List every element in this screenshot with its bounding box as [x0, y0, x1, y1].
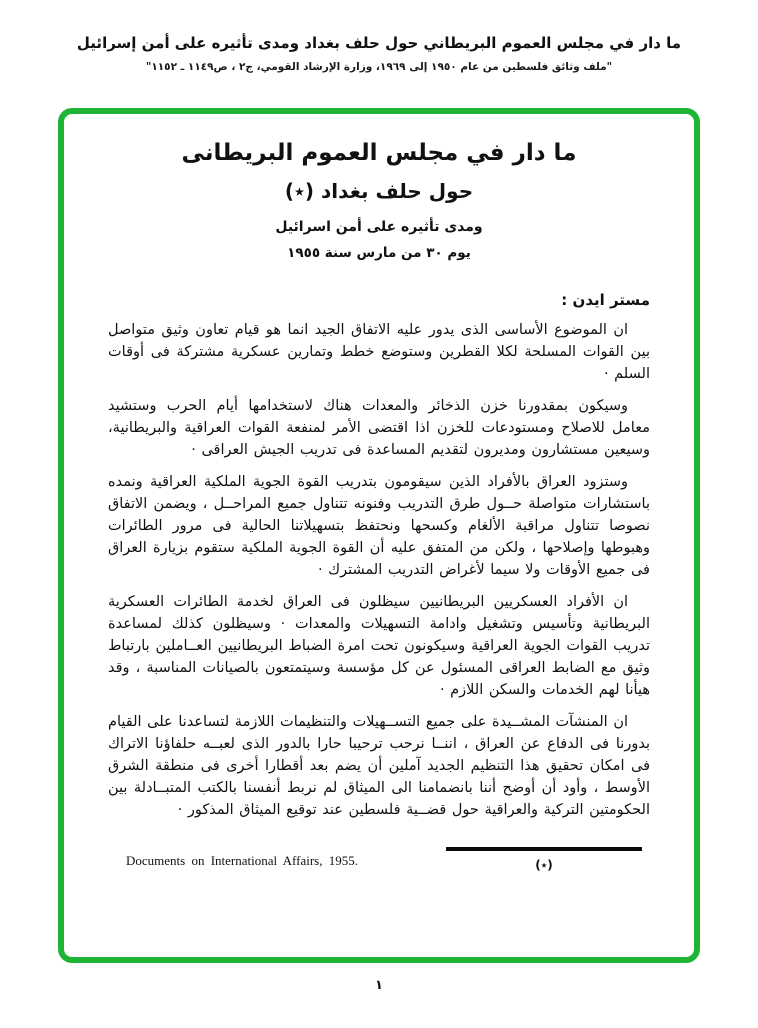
- footnote-marker: (٭): [535, 858, 553, 872]
- page-number: ١: [375, 978, 383, 993]
- page-header: [0, 0, 758, 73]
- doc-title-line1: ما دار في مجلس العموم البريطانى: [181, 140, 577, 166]
- document-body: [108, 319, 650, 821]
- paragraph: ان المنشآت المشــيدة على جميع التســهيلات والتنظيمات اللازمة لتساعدنا على القيام بدورنا فى الدفاع عن العراق ، اننــا نرحب ترحيبا حارا بالدور الذى لعبــه حلفاؤنا الاتراك فى امكان تحقيق هذا التنظيم الجديد آملين أن يضم بعد أقطارا أخرى فى منطقة الشرق الأوسط ، وأود أن أوضح أننا بانضمامنا الى الميثاق لم نربط أنفسنا بالكتب المتبــادلة بين الحكومتين التركية والعراقية حول قضــية فلسطين عند توقيع الميثاق المذكور ·: [108, 714, 650, 818]
- footnote-rule: [446, 847, 642, 851]
- paragraph: وسيكون بمقدورنا خزن الذخائر والمعدات هناك لاستخدامها أيام الحرب وستشيد معامل للاصلاح ومستودعات للخزن اذا اقتضى الأمر لمنفعة القوات العراقية والبريطانية، وسيعين مستشارون ومديرون لتقديم المساعدة فى تدريب الجيش العراقى ·: [108, 398, 650, 458]
- doc-subtitle: ومدى تأثيره على أمن اسرائيل: [275, 219, 483, 235]
- header-title: ما دار في مجلس العموم البريطاني حول حلف بغداد ومدى تأثيره على أمن إسرائيل: [76, 34, 682, 52]
- speaker-label: مستر ايدن :: [561, 291, 650, 309]
- footnote-marker-block: [446, 847, 642, 872]
- header-source-citation: "ملف وثائق فلسطين من عام ١٩٥٠ إلى ١٩٦٩، وزارة الإرشاد القومي، ج٢ ، ص١١٤٩ ـ ١١٥٢": [145, 61, 613, 73]
- footnote: [108, 847, 650, 872]
- document-frame: [58, 108, 700, 963]
- doc-date-line: يوم ٣٠ من مارس سنة ١٩٥٥: [287, 245, 471, 261]
- paragraph: ان الأفراد العسكريين البريطانيين سيظلون فى العراق لخدمة الطائرات العسكرية البريطانية وتأسيس وتشغيل وادامة التسهيلات والمعدات · وسيظلون كذلك لمساعدة تدريب القوات الجوية العراقية وسيكونون تحت امرة الضباط البريطانيين العــاملين بارتباط وثيق مع الضابط العراقى المسئول عن كل مؤسسة وسيتمتعون بالصيانات المناسبة ، وقد هيأنا لهم الخدمات والسكن اللازم ·: [108, 594, 650, 698]
- paragraph: وستزود العراق بالأفراد الذين سيقومون بتدريب القوة الجوية الملكية العراقية ونمده باستشارات متواصلة حــول طرق التدريب وفنونه تتناول جميع المراحــل ، ويضمن الاتفاق نصوصا تتناول مراقبة الألغام وكسحها ونحتفظ بتسهيلاتنا الحالية فى مرور الطائرات وهبوطها وإصلاحها ، ولكن من المتفق عليه أن القوة الجوية الملكية ستقوم بزيارة العراق فى جميع الأوقات ولا سيما لأغراض التدريب المشترك ·: [108, 474, 650, 578]
- doc-title-line2: حول حلف بغداد (٭): [284, 179, 474, 203]
- footnote-source: Documents on International Affairs, 1955.: [126, 853, 358, 868]
- paragraph: ان الموضوع الأساسى الذى يدور عليه الاتفاق الجيد انما هو قيام تعاون وثيق متواصل بين القوات المسلحة لكلا القطرين وستوضع خطط وتمارين عسكرية مشتركة فى أوقات السلم ·: [108, 322, 650, 382]
